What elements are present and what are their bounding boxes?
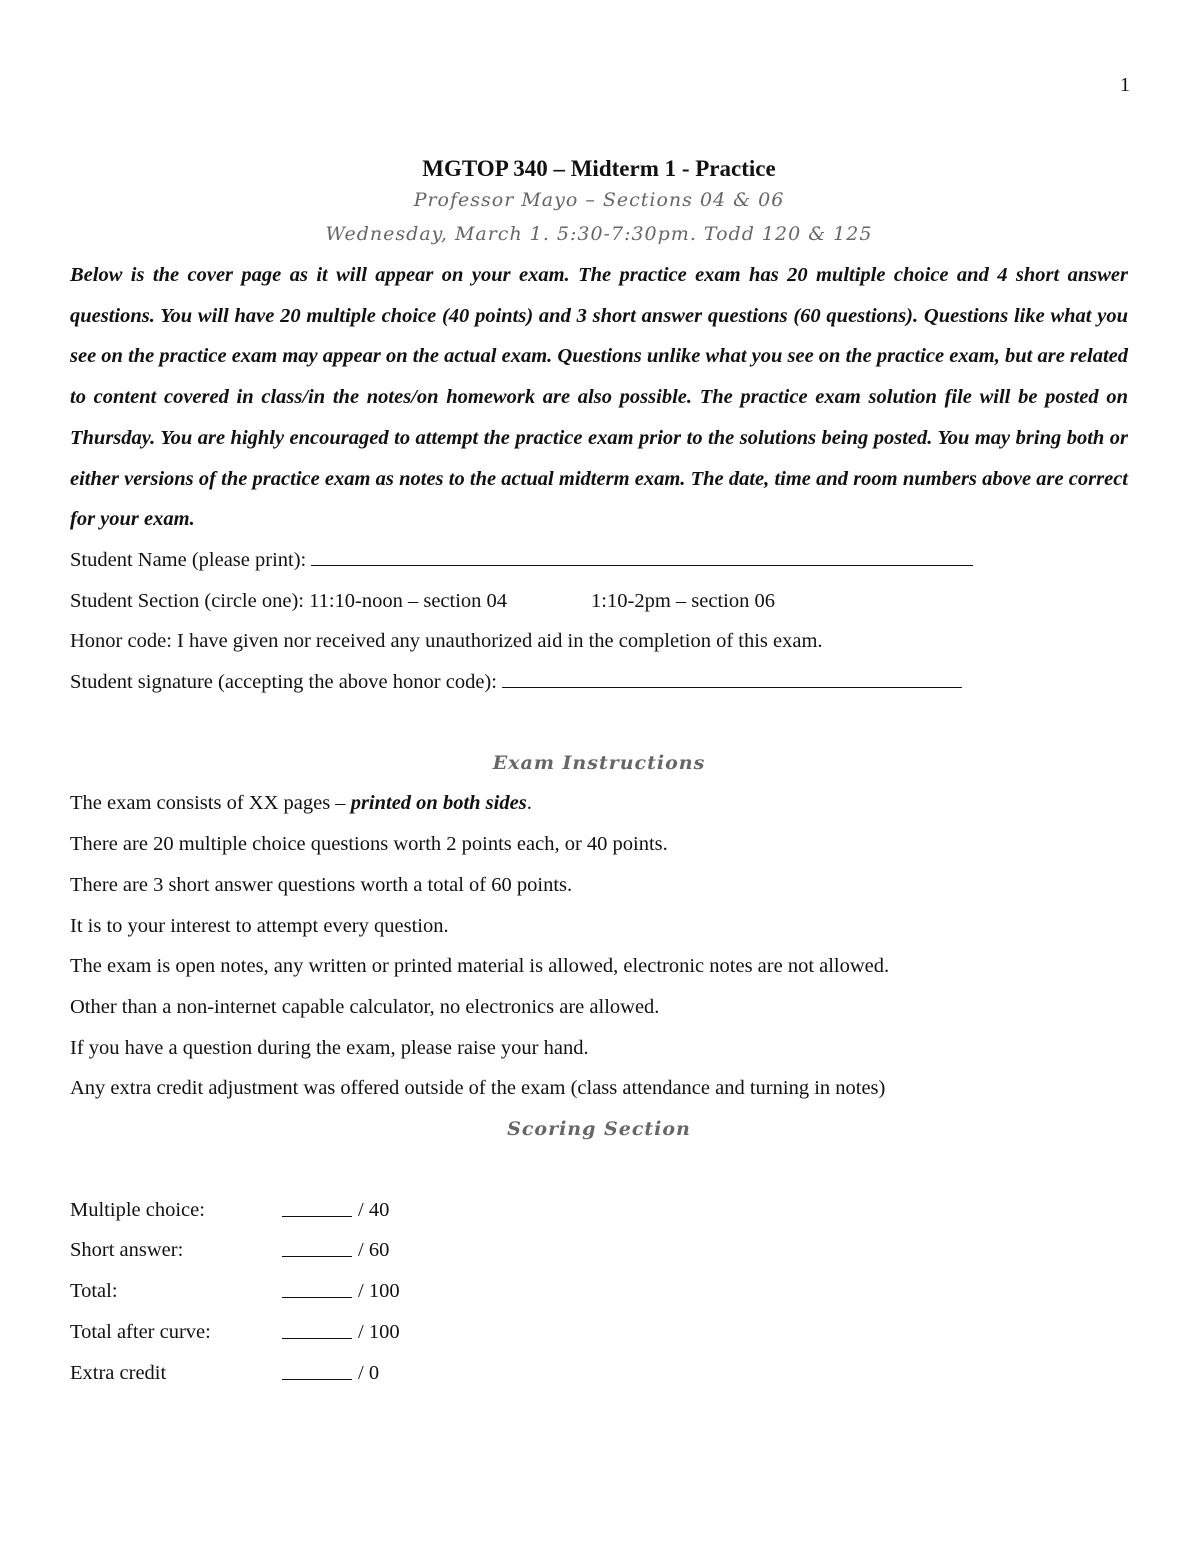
signature-row	[70, 662, 1128, 703]
instruction-item: Any extra credit adjustment was offered outside of the exam (class attendance and turning in notes)	[70, 1077, 886, 1100]
practice-notice: Below is the cover page as it will appear on your exam. The practice exam has 20 multiple choice and 4 short answer questions. You will have 20 multiple choice (40 points) and 3 short answer questions (60 questions). Questions like what you see on the practice exam may appear on the actual exam. Questions unlike what you see on the practice exam, but are related to content covered in class/in the notes/on homework are also possible. The practice exam solution file will be posted on Thursday. You are highly encouraged to attempt the practice exam prior to the solutions being posted. You may bring both or either versions of the practice exam as notes to the actual midterm exam. The date, time and room numbers above are correct for your exam.	[70, 264, 1128, 531]
score-max: / 100	[358, 1320, 400, 1343]
score-blank[interactable]	[282, 1363, 352, 1380]
score-blank[interactable]	[282, 1281, 352, 1298]
instruction-item: Other than a non-internet capable calculator, no electronics are allowed.	[70, 995, 660, 1018]
score-row	[70, 1353, 1128, 1394]
instruction-pages	[70, 783, 1128, 824]
instruction-pages-prefix: The exam consists of XX pages –	[70, 792, 351, 815]
exam-instructions-heading: Exam Instructions	[492, 751, 706, 774]
professor-sections: Professor Mayo – Sections 04 & 06	[413, 189, 785, 211]
score-label: Total after curve:	[70, 1320, 211, 1343]
instruction-item: There are 20 multiple choice questions worth 2 points each, or 40 points.	[70, 833, 668, 856]
student-section-row	[70, 581, 1128, 622]
score-label: Total:	[70, 1280, 118, 1303]
section-option-04[interactable]: Student Section (circle one): 11:10-noon – section 04	[70, 589, 508, 612]
instruction-item: If you have a question during the exam, please raise your hand.	[70, 1036, 589, 1059]
instruction-item: There are 3 short answer questions worth a total of 60 points.	[70, 873, 573, 896]
score-blank[interactable]	[282, 1322, 352, 1339]
score-row	[70, 1271, 1128, 1312]
score-blank[interactable]	[282, 1240, 352, 1257]
student-name-row	[70, 540, 1128, 581]
score-max: / 100	[358, 1280, 400, 1303]
exam-schedule: Wednesday, March 1. 5:30-7:30pm. Todd 120 & 125	[325, 223, 873, 245]
score-max: / 0	[358, 1361, 380, 1384]
score-label: Short answer:	[70, 1239, 184, 1262]
signature-label: Student signature (accepting the above honor code):	[70, 671, 497, 694]
student-name-blank[interactable]	[311, 549, 973, 566]
exam-title: MGTOP 340 – Midterm 1 - Practice	[422, 156, 776, 181]
score-label: Extra credit	[70, 1361, 167, 1384]
page-number: 1	[1120, 74, 1130, 96]
score-row	[70, 1190, 1128, 1231]
section-option-06[interactable]: 1:10-2pm – section 06	[591, 589, 775, 612]
instruction-pages-suffix: .	[526, 792, 532, 815]
student-name-label: Student Name (please print):	[70, 548, 307, 571]
signature-blank[interactable]	[502, 671, 962, 688]
instruction-pages-emphasis: printed on both sides	[350, 792, 527, 815]
honor-code: Honor code: I have given nor received any unauthorized aid in the completion of this exam.	[70, 630, 823, 653]
scoring-section-heading: Scoring Section	[507, 1118, 691, 1141]
instruction-item: The exam is open notes, any written or printed material is allowed, electronic notes are not allowed.	[70, 955, 890, 978]
score-blank[interactable]	[282, 1200, 352, 1217]
score-label: Multiple choice:	[70, 1198, 205, 1221]
instruction-item: It is to your interest to attempt every question.	[70, 914, 449, 937]
exam-cover-page	[70, 152, 1128, 1393]
score-max: / 40	[358, 1198, 390, 1221]
score-max: / 60	[358, 1239, 390, 1262]
score-row	[70, 1312, 1128, 1353]
score-row	[70, 1230, 1128, 1271]
